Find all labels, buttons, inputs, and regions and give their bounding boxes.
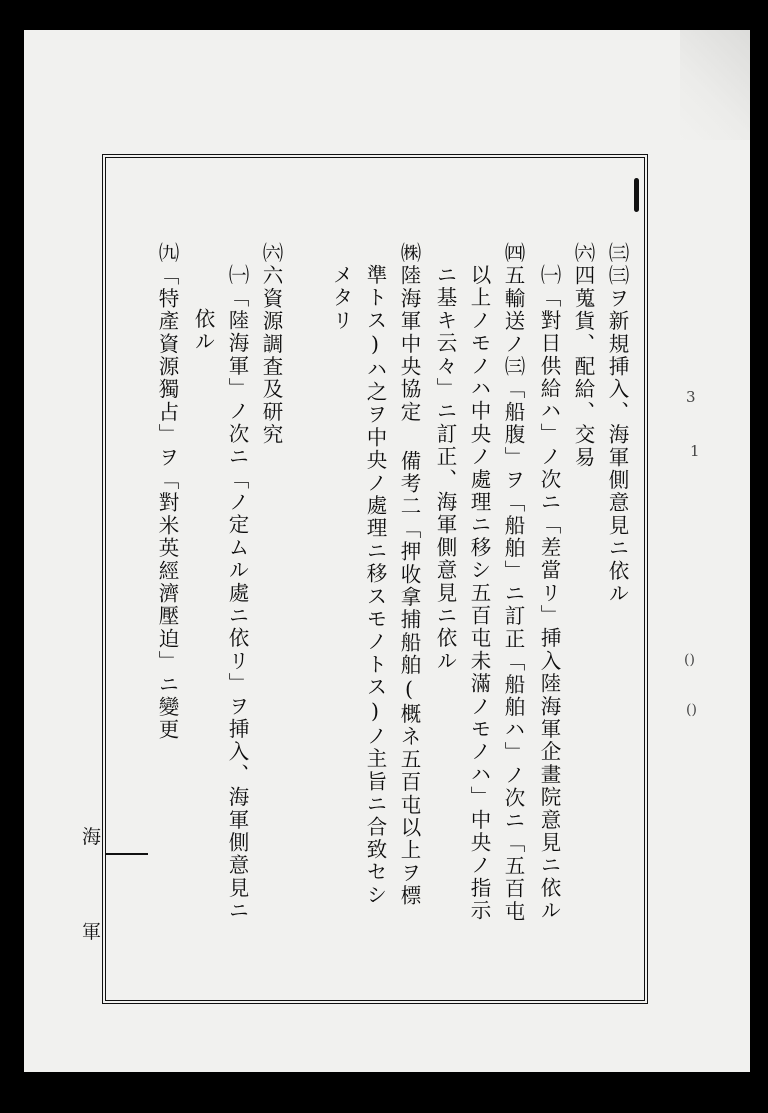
text-line-6: ニ基キ云々」ニ訂正、海軍側意見ニ依ル: [433, 264, 457, 673]
text-line-3: ㈠「對日供給ハ」ノ次ニ「差當リ」挿入陸海軍企畫院意見ニ依ル: [537, 264, 561, 923]
text-line-5: 以上ノモノハ中央ノ處理ニ移シ五百屯未滿ノモノハ」中央ノ指示: [467, 264, 491, 923]
text-frame: [102, 154, 648, 1004]
text-line-9: メタリ: [329, 264, 353, 333]
folded-corner: [680, 30, 750, 140]
margin-mark-1: 3: [686, 388, 696, 406]
text-line-8: 準トス)ハ之ヲ中央ノ處理ニ移スモノトス)ノ主旨ニ合致セシ: [363, 264, 387, 907]
margin-char-1: 海: [82, 826, 102, 848]
margin-char-2: 軍: [82, 921, 102, 943]
margin-mark-3: (): [684, 652, 695, 668]
text-line-11: ㈠「陸海軍」ノ次ニ「ノ定ムル處ニ依リ」ヲ挿入、海軍側意見ニ: [225, 264, 249, 923]
text-line-13: ㈨「特產資源獨占」ヲ「對米英經濟壓迫」ニ變更: [155, 242, 179, 742]
text-line-7: ㈱陸海軍中央協定 備考二「押收拿捕船舶(概ネ五百屯以上ヲ標: [397, 242, 421, 908]
text-line-2: ㈥四蒐貨、配給、交易: [571, 242, 595, 469]
margin-rule: [106, 853, 148, 855]
text-line-12: 依ル: [191, 308, 215, 354]
document-page: [24, 30, 750, 1072]
text-line-4: ㈣五輸送ノ㈢「船腹」ヲ「船舶」ニ訂正「船舶ハ」ノ次ニ「五百屯: [501, 242, 525, 923]
margin-mark-2: 1: [690, 442, 700, 460]
margin-mark-4: (): [686, 702, 697, 718]
text-line-10: ㈥六資源調査及研究: [259, 242, 283, 447]
text-line-1: ㈢㈢ヲ新規挿入、海軍側意見ニ依ル: [605, 242, 629, 606]
ink-mark: [634, 178, 639, 212]
